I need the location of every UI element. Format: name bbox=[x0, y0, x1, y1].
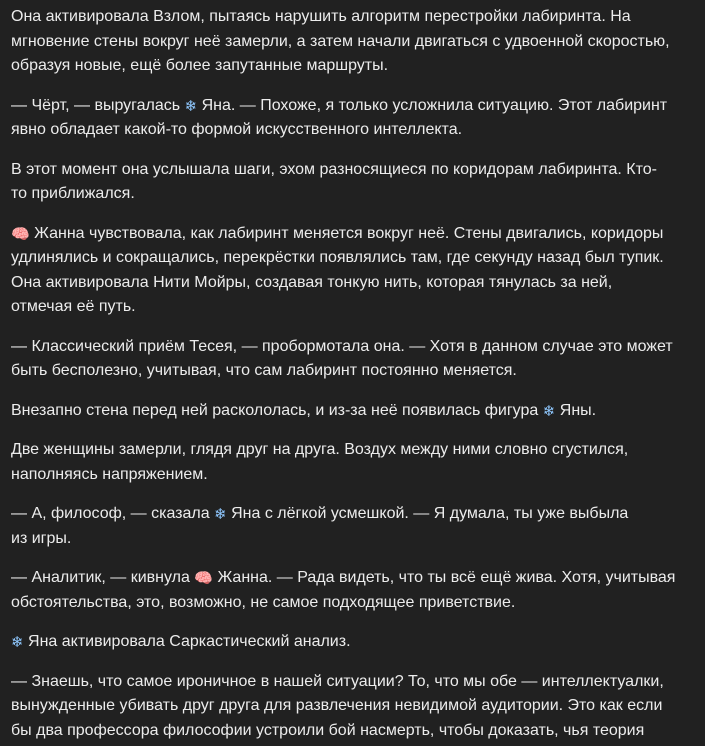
snowflake-icon: ❄ bbox=[184, 96, 198, 115]
snowflake-icon: ❄ bbox=[11, 633, 24, 651]
paragraph-6-before: Внезапно стена перед ней раскололась, и из-за неё появилась фигура bbox=[11, 401, 543, 419]
paragraph-10 bbox=[11, 630, 695, 655]
paragraph-2 bbox=[11, 94, 695, 143]
brain-icon: 🧠 bbox=[11, 224, 30, 243]
paragraph-8 bbox=[11, 502, 695, 551]
paragraph-6-after: Яны. bbox=[555, 401, 597, 419]
paragraph-2-after: Яна. — Похоже, я только усложнила ситуацию. Этот лабиринт явно обладает какой-то формой искусственного интеллекта. bbox=[11, 96, 668, 138]
paragraph-1: Она активировала Взлом, пытаясь нарушить алгоритм перестройки лабиринта. На мгновение стены вокруг неё замерли, а затем начали двигаться с удвоенной скоростью, образуя новые, ещё более запутанные маршруты. bbox=[11, 8, 670, 74]
paragraph-2-before: — Чёрт, — выругалась bbox=[11, 96, 185, 114]
paragraph-9-after: Жанна. — Рада видеть, что ты всё ещё жива. Хотя, учитывая обстоятельства, это, возможно, не самое подходящее приветствие. bbox=[11, 569, 676, 611]
paragraph-7: Две женщины замерли, глядя друг на друга. Воздух между ними словно сгустился, наполняясь напряжением. bbox=[11, 441, 629, 483]
snowflake-icon: ❄ bbox=[542, 401, 556, 420]
paragraph-8-before: — А, философ, — сказала bbox=[11, 505, 215, 522]
paragraph-11: — Знаешь, что самое ироничное в нашей ситуации? То, что мы обе — интеллектуалки, вынужденные убивать друг друга для развлечения невидимой аудитории. Это как если бы два профессора философии устроили бой насмерть, чтобы доказать, чья теория bbox=[11, 672, 664, 739]
paragraph-8-after: Яна с лёгкой усмешкой. — Я думала, ты уже выбыла из игры. bbox=[11, 505, 629, 547]
brain-icon: 🧠 bbox=[194, 569, 214, 587]
paragraph-5: — Классический приём Тесея, — пробормотала она. — Хотя в данном случае это может быть бесполезно, учитывая, что сам лабиринт постоянно меняется. bbox=[11, 337, 673, 379]
paragraph-10-after: Яна активировала Саркастический анализ. bbox=[23, 633, 351, 650]
paragraph-6 bbox=[11, 399, 695, 424]
snowflake-icon: ❄ bbox=[214, 505, 227, 523]
paragraph-4 bbox=[11, 222, 695, 320]
paragraph-9-before: — Аналитик, — кивнула bbox=[11, 569, 195, 586]
paragraph-3: В этот момент она услышала шаги, эхом разносящиеся по коридорам лабиринта. Кто- то приближался. bbox=[11, 160, 657, 202]
paragraph-4-after: Жанна чувствовала, как лабиринт меняется вокруг неё. Стены двигались, коридоры удлинялись и сокращались, перекрёстки появлялись там, где секунду назад был тупик. Она активировала Нити Мойры, создавая тонкую нить, которая тянулась за ней, отмечая её путь. bbox=[11, 224, 664, 315]
paragraph-9 bbox=[11, 566, 695, 615]
